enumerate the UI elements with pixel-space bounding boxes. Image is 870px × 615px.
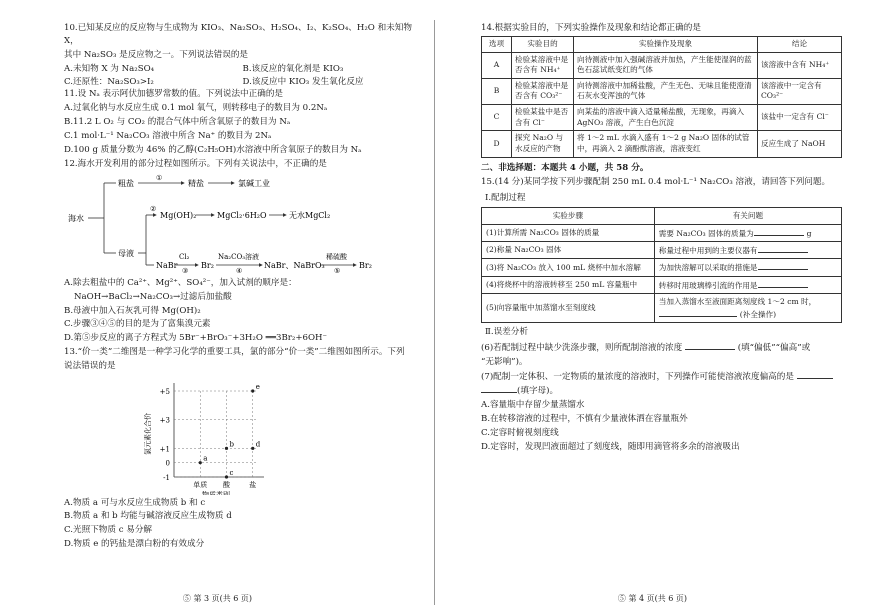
q15-7-blank[interactable] [797,370,833,379]
q14-row [482,78,842,104]
right-page [435,0,870,615]
q15-row [482,294,842,323]
chart-point-label: d [255,440,261,449]
q15-answer-blank[interactable] [758,261,808,270]
q14-cell-operation: 向待测溶液中加稀盐酸，产生无色、无味且能使澄清石灰水变浑浊的气体 [574,78,758,104]
flow-step1: ① [156,173,163,182]
flow-mgoh2: Mg(OH)₂ [160,210,197,220]
chart-y-tick-label: 0 [165,459,170,468]
q15-table [481,207,842,323]
section-2-title: 二、非选择题：本题共 4 小题，共 58 分。 [481,162,649,173]
q14-cell-conclusion: 该盐中一定含有 Cl⁻ [758,105,842,131]
question-15 [481,176,842,454]
flow-step2: ② [150,204,157,213]
q15-cell-issue [654,259,841,276]
flow-step4: ④ [236,266,243,273]
chart-point [199,461,202,464]
q15-option-b: B.在转移溶液的过程中，不慎有少量液体洒在容量瓶外 [481,414,688,425]
q14-header-goal: 实验目的 [512,36,574,52]
flow-crude-salt: 粗盐 [118,178,134,188]
chart-y-tick-label: +5 [159,388,170,397]
flow-mgcl2-hydrate: MgCl₂·6H₂O [217,210,267,220]
q10-option-b: B.该反应的氧化剂是 KIO₃ [242,63,344,74]
q15-6-text-a: (6)若配制过程中缺少洗涤步骤，则所配制溶液的浓度 [481,342,683,353]
flow-cl2: Cl₂ [179,252,190,261]
q14-header-operation: 实验操作及现象 [574,36,758,52]
q14-cell-conclusion: 该溶液中一定含有 CO₃²⁻ [758,78,842,104]
q12-option-a-line1: A.除去粗盐中的 Ca²⁺、Mg²⁺、SO₄²⁻，加入试剂的顺序是： [64,277,297,288]
q15-option-a: A.容量瓶中存留少量蒸馏水 [481,400,585,411]
q14-cell-option: C [482,105,512,131]
flow-step3: ③ [182,266,189,273]
question-13 [64,346,421,550]
q11-option-c: C.1 mol·L⁻¹ Na₂CO₃ 溶液中所含 Na⁺ 的数目为 2Nₐ [64,131,272,142]
q14-cell-option: A [482,52,512,78]
q15-issue-text: 称量过程中用到的主要仪器有 [658,245,758,255]
flow-nabr-nabro3: NaBr、NaBrO₃ [264,260,325,270]
flow-na2co3: Na₂CO₃溶液 [218,252,260,261]
q15-row [482,276,842,293]
q15-part2-heading: Ⅱ.误差分析 [485,326,528,337]
q15-option-c: C.定容时俯视刻度线 [481,428,559,439]
flow-br2-a: Br₂ [201,260,214,270]
q15-6-text-b: (填“偏低”“偏高”或 [737,342,811,353]
q13-stem-line2: 说法错误的是 [64,361,116,372]
chart-y-tick-label: +3 [159,416,170,425]
q13-option-c: C.光照下物质 c 易分解 [64,524,153,535]
q15-cell-step: (5)向容量瓶中加蒸馏水至刻度线 [482,294,655,323]
q15-stem: 15.(14 分)某同学按下列步骤配制 250 mL 0.4 mol·L⁻¹ Na₂CO₃ 溶液，请回答下列问题。 [481,177,831,188]
question-12 [64,158,421,345]
q15-row [482,259,842,276]
q15-answer-blank[interactable] [659,308,737,317]
q15-header-step: 实验步骤 [482,208,655,224]
flow-br2-b: Br₂ [359,260,372,270]
chart-point-label: a [203,454,208,463]
chart-point [251,447,254,450]
q10-stem-line1: 10.已知某反应的反应物与生成物为 KIO₃、Na₂SO₃、H₂SO₄、I₂、K₂SO₄、H₂O 和未知物 X， [64,23,412,46]
chart-point [251,389,254,392]
q14-header-conclusion: 结论 [758,36,842,52]
flow-bittern: 母液 [118,248,134,258]
right-page-footer: ⑤ 第 4 页(共 6 页) [617,594,688,603]
flow-chlor-alkali: 氯碱工业 [238,178,270,188]
valence-class-chart [64,375,421,495]
flow-nabr: NaBr [156,260,178,270]
q13-option-a: A.物质 a 可与水反应生成物质 b 和 c [64,498,206,509]
question-14 [481,22,842,158]
q12-stem: 12.海水开发利用的部分过程如图所示。下列有关说法中，不正确的是 [64,158,327,169]
q14-table [481,36,842,158]
q14-header-option: 选项 [482,36,512,52]
q15-cell-issue [654,224,841,241]
q13-option-b: B.物质 a 和 b 均能与碱溶液反应生成物质 d [64,510,232,521]
q15-option-d: D.定容时，发现凹液面超过了刻度线，随即用滴管将多余的溶液吸出 [481,442,740,453]
q12-option-b: B.母液中加入石灰乳可得 Mg(OH)₂ [64,305,201,316]
flow-anhydrous-mgcl2: 无水MgCl₂ [289,210,331,220]
q14-cell-operation: 将 1～2 mL 水滴入盛有 1～2 g Na₂O 固体的试管中，再滴入 2 滴酚酞溶液，溶液变红 [574,131,758,157]
q15-issue-text: 转移时用玻璃棒引流的作用是 [658,280,758,290]
flow-refined-salt: 精盐 [188,178,204,188]
q15-cell-issue [654,241,841,258]
q15-answer-blank[interactable] [758,279,808,288]
q11-option-a: A.过氧化钠与水反应生成 0.1 mol 氧气，则转移电子的数目为 0.2Nₐ [64,103,328,114]
q14-cell-goal: 探究 Na₂O 与水反应的产物 [512,131,574,157]
q14-row [482,131,842,157]
q10-option-a: A.未知物 X 为 Na₂SO₄ [64,63,155,74]
q10-option-c: C.还原性：Na₂SO₃>I₂ [64,76,154,87]
chart-point [225,475,228,478]
q13-stem-line1: 13.“价一类”二维图是一种学习化学的重要工具，氯的部分“价一类”二维图如图所示。下列 [64,347,405,358]
left-page-footer: ⑤ 第 3 页(共 6 页) [182,594,253,603]
chart-point-label: c [229,469,234,478]
flow-seawater: 海水 [68,213,84,223]
q10-stem-line2: 其中 Na₂SO₃ 是反应物之一。下列说法错误的是 [64,49,249,60]
q15-7-text-a: (7)配制一定体积、一定物质的量浓度的溶液时，下列操作可能使溶液浓度偏高的是 [481,371,794,382]
q13-option-d: D.物质 e 的钙盐是漂白粉的有效成分 [64,538,205,549]
q14-row [482,105,842,131]
chart-x-tick-label: 酸 [223,481,230,490]
q15-header-issue: 有关问题 [654,208,841,224]
q11-option-d: D.100 g 质量分数为 46% 的乙醇(C₂H₅OH)水溶液中所含氧原子的数目为 Nₐ [64,145,362,156]
q15-row [482,241,842,258]
q15-cell-step: (3)将 Na₂CO₃ 放入 100 mL 烧杯中加水溶解 [482,259,655,276]
q15-answer-blank[interactable] [758,244,808,253]
question-10 [64,22,421,88]
chart-y-tick-label: +1 [159,445,170,454]
q15-cell-step: (4)将烧杯中的溶液转移至 250 mL 容量瓶中 [482,276,655,293]
q14-cell-operation: 向某盐的溶液中滴入适量稀盐酸，无现象，再滴入 AgNO₃ 溶液，产生白色沉淀 [574,105,758,131]
chart-point [225,447,228,450]
q15-unit: (补全操作) [739,309,777,319]
flow-step5: ⑤ [334,266,341,273]
q14-cell-option: D [482,131,512,157]
q15-7-text-b: (填字母)。 [517,386,559,397]
question-11 [64,88,421,156]
q14-cell-conclusion: 反应生成了 NaOH [758,131,842,157]
q15-part1-heading: Ⅰ.配制过程 [485,193,526,204]
chart-point-label: b [229,440,234,449]
q14-cell-goal: 检验某盐中是否含有 Cl⁻ [512,105,574,131]
q15-answer-blank[interactable] [754,227,804,236]
q15-cell-step: (1)计算所需 Na₂CO₃ 固体的质量 [482,224,655,241]
seawater-flow-diagram [64,173,421,273]
q14-cell-goal: 检验某溶液中是否含有 CO₃²⁻ [512,78,574,104]
chart-y-axis-label: 氯元素化合价 [144,413,152,456]
chart-y-tick-label: -1 [163,474,170,483]
q12-option-c: C.步骤③④⑤的目的是为了富集溴元素 [64,319,211,330]
q15-cell-issue [654,276,841,293]
q15-issue-text: 需要 Na₂CO₃ 固体的质量为 [658,228,754,238]
chart-x-axis-label: 物质类别 [202,491,230,496]
q11-option-b: B.11.2 L O₂ 与 CO₂ 的混合气体中所含氧原子的数目为 Nₐ [64,117,291,128]
chart-x-tick-label: 盐 [249,481,257,490]
q12-option-d: D.第⑤步反应的离子方程式为 5Br⁻+BrO₃⁻+3H₂O ══3Br₂+6OH⁻ [64,333,328,344]
chart-point-label: e [255,383,260,392]
q15-cell-step: (2)称量 Na₂CO₃ 固体 [482,241,655,258]
q14-cell-goal: 检验某溶液中是否含有 NH₄⁺ [512,52,574,78]
q12-option-a-line2: NaOH→BaCl₂→Na₂CO₃→过滤后加盐酸 [74,291,232,302]
chart-x-tick-label: 单质 [193,481,208,490]
q15-cell-issue [654,294,841,323]
q14-row [482,52,842,78]
q14-cell-conclusion: 该溶液中含有 NH₄⁺ [758,52,842,78]
q14-stem: 14.根据实验目的，下列实验操作及现象和结论都正确的是 [481,23,701,33]
flow-dilute-h2so4: 稀硫酸 [326,252,347,261]
q10-option-d: D.该反应中 KIO₃ 发生氧化反应 [242,76,364,87]
q14-cell-option: B [482,78,512,104]
q15-unit: g [806,228,812,238]
q15-issue-text: 当加入蒸馏水至液面距离刻度线 1～2 cm 时， [658,297,817,307]
q14-cell-operation: 向待测液中加入强碱溶液并加热，产生能使湿润的蓝色石蕊试纸变红的气体 [574,52,758,78]
q15-6-blank[interactable] [685,341,735,350]
q15-issue-text: 为加快溶解可以采取的措施是 [658,263,758,273]
q15-6-text-c: “无影响”)。 [481,356,528,367]
q15-7-blank-cont[interactable] [481,384,517,393]
q11-stem: 11.设 Nₐ 表示阿伏加德罗常数的值。下列说法中正确的是 [64,89,284,100]
q15-row [482,224,842,241]
